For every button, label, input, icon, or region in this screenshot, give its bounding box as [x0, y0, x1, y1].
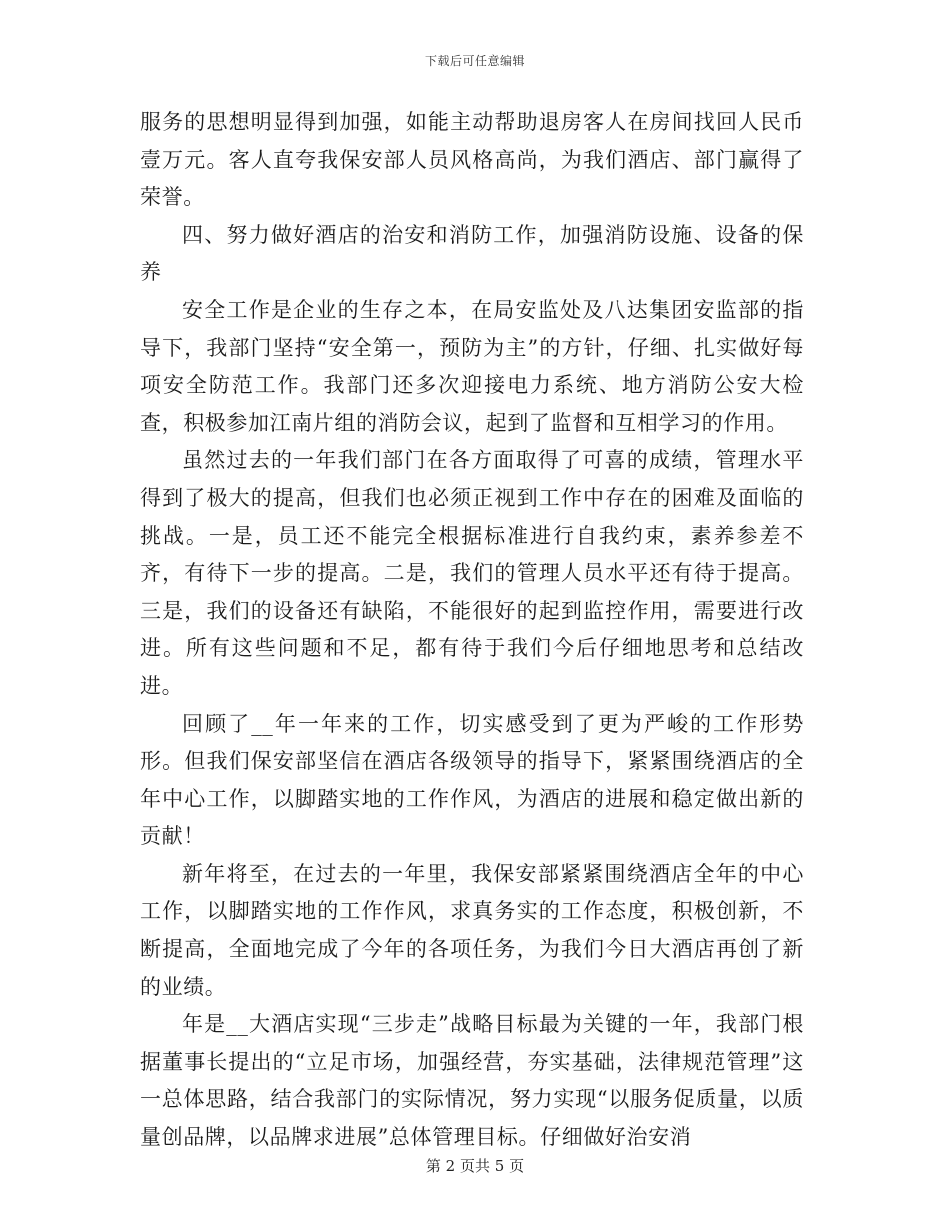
paragraph-7: 年是__大酒店实现“三步走”战略目标最为关键的一年，我部门根据董事长提出的“立足市场，加强经营，夯实基础，法律规范管理”这一总体思路，结合我部门的实际情况，努力实现“以服务促质量，以质量创品牌，以品牌求进展”总体管理目标。仔细做好治安消 — [140, 1012, 804, 1150]
page-number-footer: 第 2 页共 5 页 — [425, 1157, 525, 1175]
paragraph-2-section-heading: 四、努力做好酒店的治安和消防工作，加强消防设施、设备的保养 — [140, 222, 804, 285]
document-body — [140, 104, 804, 1157]
paragraph-4: 虽然过去的一年我们部门在各方面取得了可喜的成绩，管理水平得到了极大的提高，但我们也必须正视到工作中存在的困难及面临的挑战。一是，员工还不能完全根据标准进行自我约束，素养参差不齐，有待下一步的提高。二是，我们的管理人员水平还有待于提高。三是，我们的设备还有缺陷，不能很好的起到监控作用，需要进行改进。所有这些问题和不足，都有待于我们今后仔细地思考和总结改进。 — [140, 448, 804, 698]
paragraph-5: 回顾了__年一年来的工作，切实感受到了更为严峻的工作形势形。但我们保安部坚信在酒店各级领导的指导下，紧紧围绕酒店的全年中心工作，以脚踏实地的工作作风，为酒店的进展和稳定做出新的贡献！ — [140, 711, 804, 849]
paragraph-3: 安全工作是企业的生存之本，在局安监处及八达集团安监部的指导下，我部门坚持“安全第一，预防为主”的方针，仔细、扎实做好每项安全防范工作。我部门还多次迎接电力系统、地方消防公安大检查，积极参加江南片组的消防会议，起到了监督和互相学习的作用。 — [140, 297, 804, 435]
paragraph-6: 新年将至，在过去的一年里，我保安部紧紧围绕酒店全年的中心工作，以脚踏实地的工作作风，求真务实的工作态度，积极创新，不断提高，全面地完成了今年的各项任务，为我们今日大酒店再创了新的业绩。 — [140, 861, 804, 999]
paragraph-1: 服务的思想明显得到加强，如能主动帮助退房客人在房间找回人民币壹万元。客人直夸我保安部人员风格高尚，为我们酒店、部门赢得了荣誉。 — [140, 110, 804, 210]
page-header: 下载后可任意编辑 — [424, 54, 525, 68]
